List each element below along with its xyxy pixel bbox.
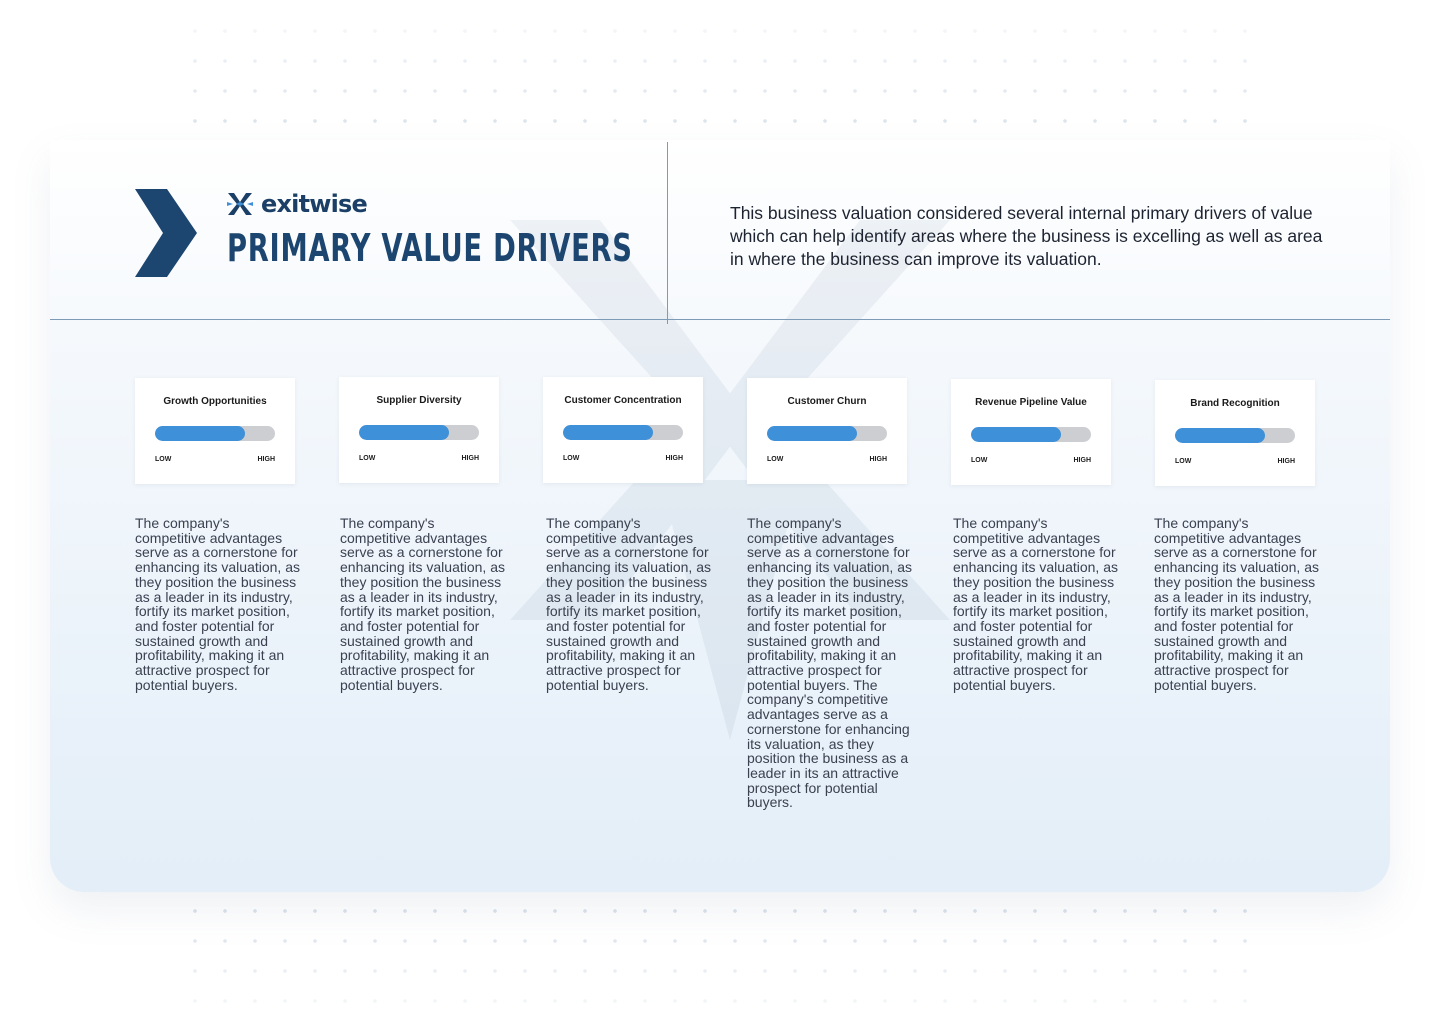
driver-description-revenue-pipeline-value: The company's competitive advantages serve as a cornerstone for enhancing its valuation, as they position the business as a leader in its industry, fortify its market position, and foster potential for sustained growth and profitability, making it an attractive prospect for potential buyers. [953,515,1118,693]
exitwise-logo [227,190,367,218]
dot-pattern-top [180,16,1260,136]
driver-level-fill [359,425,449,440]
scale-low-label: LOW [1175,458,1192,465]
page-title: PRIMARY VALUE DRIVERS [227,226,633,270]
scale-high-label: HIGH [1277,458,1295,465]
driver-card-revenue-pipeline-value [951,379,1111,485]
driver-description-customer-churn: The company's competitive advantages serve as a cornerstone for enhancing its valuation, as they position the business as a leader in its industry, fortify its market position, and foster potential for sustained growth and profitability, making it an attractive prospect for potential buyers. The company's competitive advantages serve as a cornerstone for enhancing its valuation, as they position the business as a leader in its an attractive prospect for potential buyers. [747,515,912,811]
driver-level-fill [1175,428,1265,443]
driver-level-bar [971,427,1091,442]
driver-level-fill [767,426,857,441]
driver-description-supplier-diversity: The company's competitive advantages serve as a cornerstone for enhancing its valuation, as they position the business as a leader in its industry, fortify its market position, and foster potential for sustained growth and profitability, making it an attractive prospect for potential buyers. [340,515,505,693]
driver-title: Customer Concentration [564,395,682,406]
scale-high-label: HIGH [461,455,479,462]
driver-description-brand-recognition: The company's competitive advantages serve as a cornerstone for enhancing its valuation, as they position the business as a leader in its industry, fortify its market position, and foster potential for sustained growth and profitability, making it an attractive prospect for potential buyers. [1154,515,1319,693]
driver-description-growth-opportunities: The company's competitive advantages serve as a cornerstone for enhancing its valuation, as they position the business as a leader in its industry, fortify its market position, and foster potential for sustained growth and profitability, making it an attractive prospect for potential buyers. [135,515,300,693]
driver-level-fill [563,425,653,440]
driver-level-fill [971,427,1061,442]
intro-paragraph: This business valuation considered several internal primary drivers of value which can help identify areas where the business is excelling as well as area in where the business can improve its valuation. [730,203,1323,269]
scale-high-label: HIGH [869,456,887,463]
driver-level-bar [155,426,275,441]
scale-low-label: LOW [155,456,172,463]
scale-high-label: HIGH [1073,457,1091,464]
scale-low-label: LOW [563,455,580,462]
driver-level-bar [767,426,887,441]
driver-title: Brand Recognition [1190,398,1280,409]
header-vertical-divider [667,142,668,324]
driver-card-brand-recognition [1155,380,1315,486]
driver-level-bar [1175,428,1295,443]
driver-card-customer-churn [747,378,907,484]
driver-level-fill [155,426,245,441]
scale-low-label: LOW [359,455,376,462]
driver-title: Growth Opportunities [163,396,267,407]
exitwise-x-icon [227,191,253,217]
dot-pattern-bottom [180,896,1260,1016]
driver-card-customer-concentration [543,377,703,483]
scale-low-label: LOW [971,457,988,464]
scale-low-label: LOW [767,456,784,463]
header-horizontal-divider [50,319,1390,320]
chevron-right-icon [135,189,197,277]
driver-level-bar [563,425,683,440]
driver-title: Customer Churn [787,396,867,407]
driver-title: Supplier Diversity [376,395,462,406]
driver-card-growth-opportunities [135,378,295,484]
value-drivers-panel [50,140,1390,892]
driver-title: Revenue Pipeline Value [975,397,1087,408]
logo-wordmark: exitwise [261,190,368,218]
driver-level-bar [359,425,479,440]
driver-card-supplier-diversity [339,377,499,483]
scale-high-label: HIGH [257,456,275,463]
scale-high-label: HIGH [665,455,683,462]
driver-description-customer-concentration: The company's competitive advantages serve as a cornerstone for enhancing its valuation, as they position the business as a leader in its industry, fortify its market position, and foster potential for sustained growth and profitability, making it an attractive prospect for potential buyers. [546,515,711,693]
